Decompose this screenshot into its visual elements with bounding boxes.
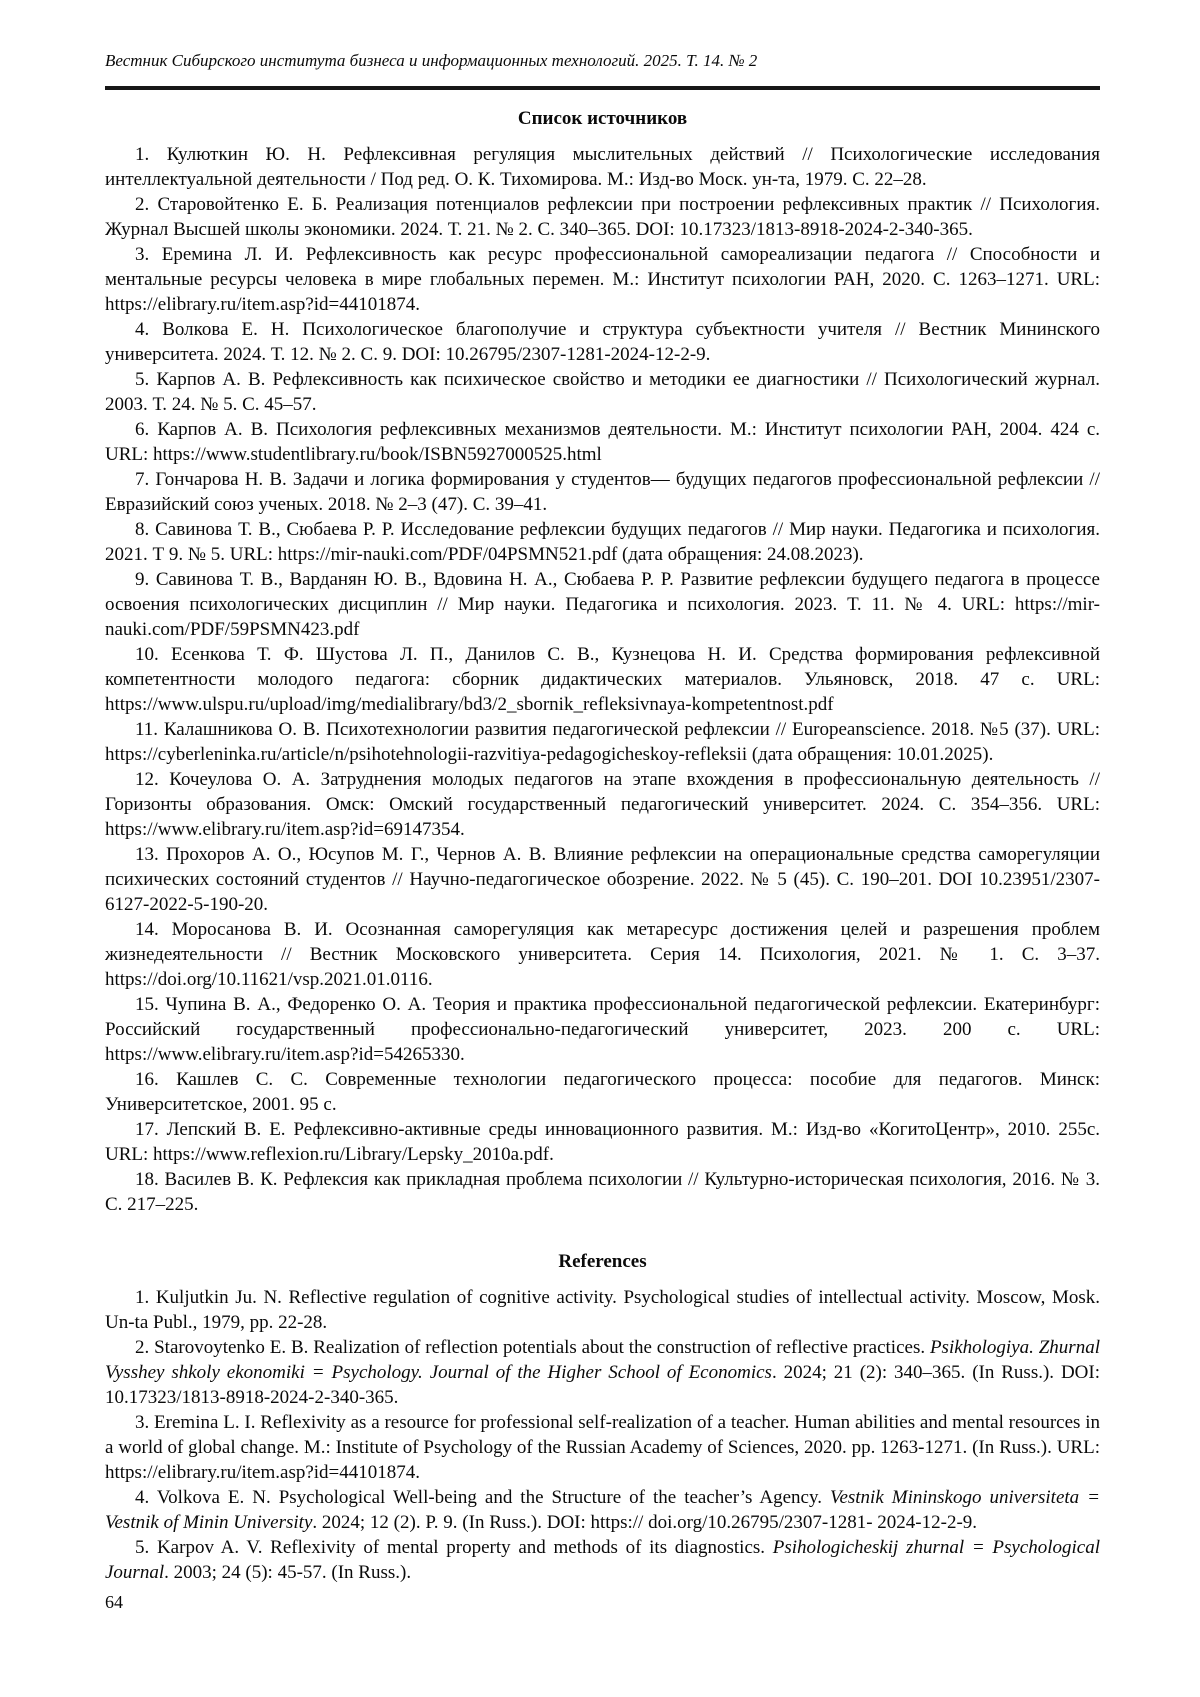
reference-item: 18. Василев В. К. Рефлексия как прикладная проблема психологии // Культурно-историческая психология, 2016. № 3. С. 217–225. bbox=[105, 1169, 1100, 1215]
reference-item bbox=[105, 1535, 1100, 1585]
reference-item: 11. Калашникова О. В. Психотехнологии развития педагогической рефлексии // Europeanscience. 2018. №5 (37). URL: https://cyberleninka.ru/article/n/psihotehnologii-razvitiya-pedagogicheskoy-refleksii (дата обращения: 10.01.2025). bbox=[105, 719, 1100, 765]
journal-title-italic: Psikhologiya. Zhurnal Vysshey shkoly ekonomiki = Psychology. Journal of the Higher School of Economics bbox=[105, 1337, 1100, 1383]
references-en-list bbox=[105, 1285, 1100, 1585]
reference-item: 7. Гончарова Н. В. Задачи и логика формирования у студентов— будущих педагогов профессиональной рефлексии // Евразийский союз ученых. 2018. № 2–3 (47). С. 39–41. bbox=[105, 469, 1100, 515]
sources-ru-list bbox=[105, 142, 1100, 1217]
reference-item: 17. Лепский В. Е. Рефлексивно-активные среды инновационного развития. М.: Изд-во «КогитоЦентр», 2010. 255с. URL: https://www.reflexion.ru/Library/Lepsky_2010a.pdf. bbox=[105, 1119, 1100, 1165]
journal-title-italic: Psihologicheskij zhurnal = Psychological Journal bbox=[105, 1537, 1100, 1583]
reference-text: . 2024; 21 (2): 340–365. (In Russ.). DOI: 10.17323/1813-8918-2024-2-340-365. bbox=[105, 1362, 1100, 1408]
reference-item: 2. Старовойтенко Е. Б. Реализация потенциалов рефлексии при построении рефлексивных практик // Психология. Журнал Высшей школы экономики. 2024. Т. 21. № 2. С. 340–365. DOI: 10.17323/1813-8918-2024-2-340-365. bbox=[105, 194, 1100, 240]
reference-text: 3. Eremina L. I. Reflexivity as a resource for professional self-realization of a teacher. Human abilities and mental resources in a world of global change. M.: Institute of Psychology of the Russian Academy of Sciences, 2020. pp. 1263-1271. (In Russ.). URL: https://elibrary.ru/item.asp?id=44101874. bbox=[105, 1412, 1100, 1483]
reference-item: 6. Карпов А. В. Психология рефлексивных механизмов деятельности. М.: Институт психологии РАН, 2004. 424 с. URL: https://www.studentlibrary.ru/book/ISBN5927000525.html bbox=[105, 419, 1100, 465]
reference-text: 4. Volkova E. N. Psychological Well-being and the Structure of the teacher’s Agency. bbox=[135, 1487, 830, 1508]
reference-item: 12. Кочеулова О. А. Затруднения молодых педагогов на этапе вхождения в профессиональную деятельность // Горизонты образования. Омск: Омский государственный педагогический университет. 2024. С. 354–356. URL: https://www.elibrary.ru/item.asp?id=69147354. bbox=[105, 769, 1100, 840]
reference-text: . 2024; 12 (2). P. 9. (In Russ.). DOI: https:// doi.org/10.26795/2307-1281- 2024-12-2-9. bbox=[312, 1512, 978, 1533]
reference-item: 15. Чупина В. А., Федоренко О. А. Теория и практика профессиональной педагогической рефлексии. Екатеринбург: Российский государственный профессионально-педагогический университет, 2023. 200 с. URL: https://www.elibrary.ru/item.asp?id=54265330. bbox=[105, 994, 1100, 1065]
reference-text: 1. Kuljutkin Ju. N. Reflective regulation of cognitive activity. Psychological studies of intellectual activity. Moscow, Mosk. Un-ta Publ., 1979, pp. 22-28. bbox=[105, 1287, 1100, 1333]
reference-item: 3. Еремина Л. И. Рефлексивность как ресурс профессиональной самореализации педагога // Способности и ментальные ресурсы человека в мире глобальных перемен. М.: Институт психологии РАН, 2020. С. 1263–1271. URL: https://elibrary.ru/item.asp?id=44101874. bbox=[105, 244, 1100, 315]
reference-item: 1. Кулюткин Ю. Н. Рефлексивная регуляция мыслительных действий // Психологические исследования интеллектуальной деятельности / Под ред. О. К. Тихомирова. М.: Изд-во Моск. ун-та, 1979. С. 22–28. bbox=[105, 144, 1100, 190]
reference-text: 5. Karpov A. V. Reflexivity of mental property and methods of its diagnostics. bbox=[135, 1537, 773, 1558]
page-number: 64 bbox=[105, 1592, 123, 1612]
reference-item: 9. Савинова Т. В., Варданян Ю. В., Вдовина Н. А., Сюбаева Р. Р. Развитие рефлексии будущего педагога в процессе освоения психологических дисциплин // Мир науки. Педагогика и психология. 2023. Т. 11. № 4. URL: https://mir-nauki.com/PDF/59PSMN423.pdf bbox=[105, 569, 1100, 640]
reference-item: 13. Прохоров А. О., Юсупов М. Г., Чернов А. В. Влияние рефлексии на операциональные средства саморегуляции психических состояний студентов // Научно-педагогическое обозрение. 2022. № 5 (45). С. 190–201. DOI 10.23951/2307-6127-2022-5-190-20. bbox=[105, 844, 1100, 915]
reference-text: 2. Starovoytenko E. B. Realization of reflection potentials about the construction of reflective practices. bbox=[135, 1337, 930, 1358]
reference-item: 4. Волкова Е. Н. Психологическое благополучие и структура субъектности учителя // Вестник Мининского университета. 2024. Т. 12. № 2. С. 9. DOI: 10.26795/2307-1281-2024-12-2-9. bbox=[105, 319, 1100, 365]
sources-section-title: Список источников bbox=[517, 108, 688, 129]
references-section-title: References bbox=[558, 1251, 647, 1272]
reference-item: 10. Есенкова Т. Ф. Шустова Л. П., Данилов С. В., Кузнецова Н. И. Средства формирования рефлексивной компетентности молодого педагога: сборник дидактических материалов. Ульяновск, 2018. 47 с. URL: https://www.ulspu.ru/upload/img/medialibrary/bd3/2_sbornik_refleksivnaya-kompetentnost.pdf bbox=[105, 644, 1100, 715]
reference-item: 5. Карпов А. В. Рефлексивность как психическое свойство и методики ее диагностики // Психологический журнал. 2003. Т. 24. № 5. С. 45–57. bbox=[105, 369, 1100, 415]
header-divider bbox=[105, 86, 1100, 90]
journal-title-italic: Vestnik Mininskogo universiteta = Vestnik of Minin University bbox=[105, 1487, 1100, 1533]
reference-item: 8. Савинова Т. В., Сюбаева Р. Р. Исследование рефлексии будущих педагогов // Мир науки. Педагогика и психология. 2021. Т 9. № 5. URL: https://mir-nauki.com/PDF/04PSMN521.pdf (дата обращения: 24.08.2023). bbox=[105, 519, 1100, 565]
reference-item bbox=[105, 1335, 1100, 1410]
running-head: Вестник Сибирского института бизнеса и информационных технологий. 2025. Т. 14. № 2 bbox=[105, 51, 758, 70]
reference-item bbox=[105, 1285, 1100, 1335]
reference-text: . 2003; 24 (5): 45-57. (In Russ.). bbox=[164, 1562, 412, 1583]
reference-item bbox=[105, 1485, 1100, 1535]
reference-item: 14. Моросанова В. И. Осознанная саморегуляция как метаресурс достижения целей и разрешения проблем жизнедеятельности // Вестник Московского университета. Серия 14. Психология, 2021. № 1. С. 3–37. https://doi.org/10.11621/vsp.2021.01.0116. bbox=[105, 919, 1100, 990]
reference-item bbox=[105, 1410, 1100, 1485]
reference-item: 16. Кашлев С. С. Современные технологии педагогического процесса: пособие для педагогов. Минск: Университетское, 2001. 95 с. bbox=[105, 1069, 1100, 1115]
